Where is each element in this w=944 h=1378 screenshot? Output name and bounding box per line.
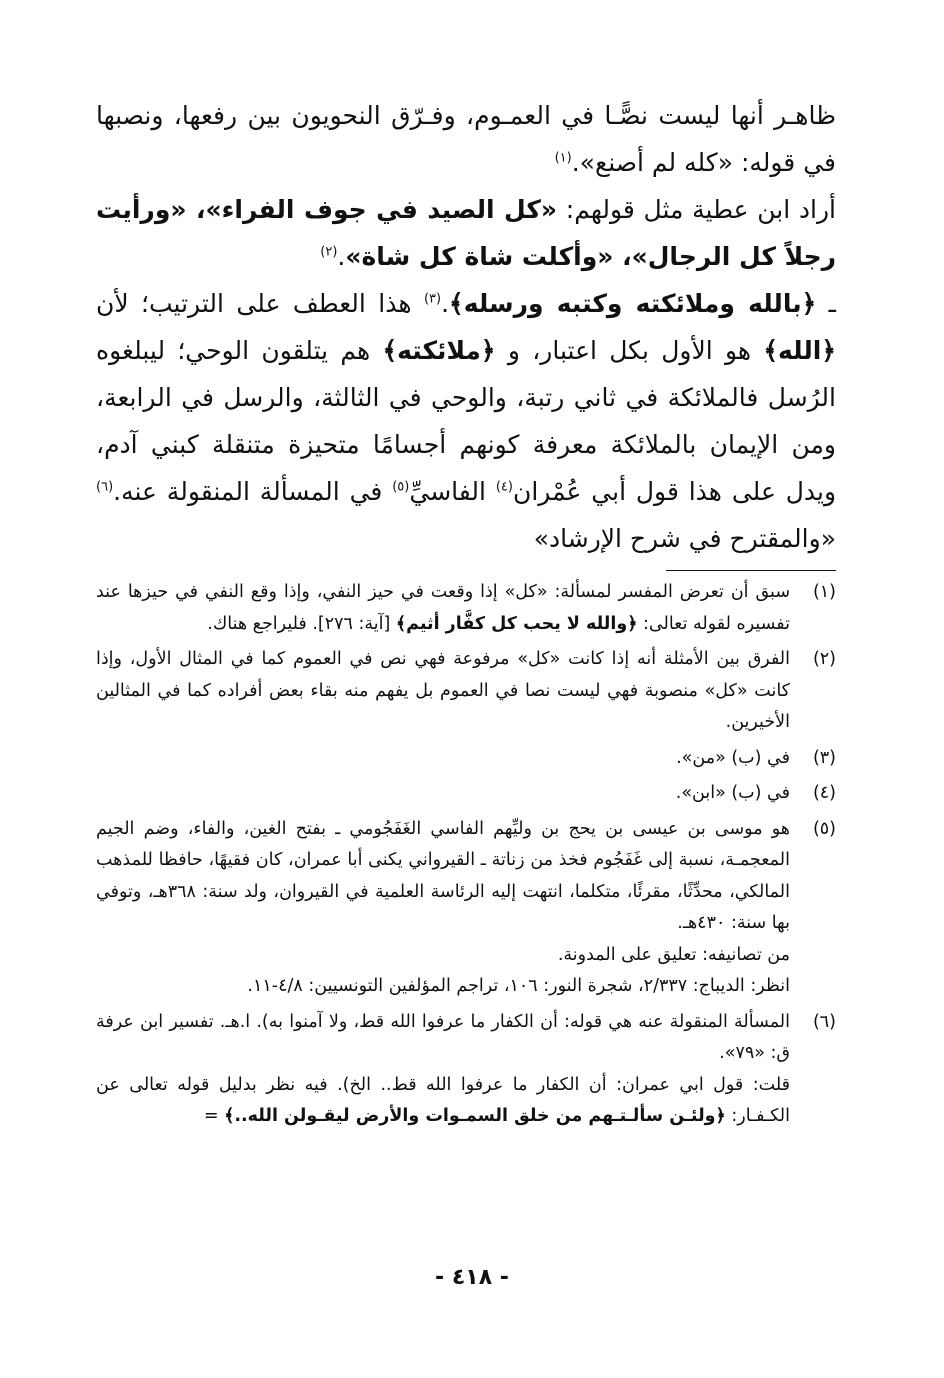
footnote-ref-5: (٥) [392,479,410,495]
main-text-span: «والمقترح في شرح الإرشاد» [533,524,836,553]
main-text-span: أراد ابن عطية مثل قولهم: [557,195,837,224]
quran-word: ﴿ملائكته﴾ [382,336,496,365]
footnote-paragraph: من تصانيفه: تعليق على المدونة. [557,944,790,965]
footnotes [96,577,836,1133]
footnote-separator [666,570,836,571]
main-text-span: هذا العطف على الترتيب؛ لأن [96,289,424,318]
footnote-number: (١) [812,582,836,602]
footnote-1 [96,577,836,640]
footnote-body [96,814,790,1003]
footnote-number: (٦) [812,1011,836,1032]
main-paragraph-1 [96,92,836,186]
main-text-span: الفاسيِّ [409,477,496,506]
footnote-paragraph: انظر: الديباج: ٢/٣٣٧، شجرة النور: ١٠٦، تراجم المؤلفين التونسيين: ٤/٨-١١. [247,976,790,996]
footnote-6 [96,1007,836,1133]
main-text [96,92,836,562]
main-text-span: هو الأول بكل اعتبار، و [495,336,764,365]
footnote-body: في (ب) «من». [676,747,790,768]
footnote-body [96,577,790,640]
footnote-number: (٥) [812,818,836,839]
footnote-text: سبق أن تعرض المفسر لمسألة: «كل» إذا وقعت في حيز النفي، وإذا وقع النفي في حيزها عند تفسيره لقوله تعالى: [96,582,790,634]
footnote-body [96,1007,790,1133]
main-text-span: . [441,289,450,318]
footnote-paragraph: هو موسى بن عيسى بن يحج بن وليِّهم الفاسي الغَفَجُومي ـ بفتح الغين، والفاء، وضم الجيم المعجمـة، نسبة إلى غَفَجُوم فخذ من زناتة ـ القيرواني يكنى أبا عمران، كان فقيهًا، حافظا للمذهب المالكي، محدِّثًا، مقرئًا، متكلما، انتهت إليه الرئاسة العلمية في القيروان، ولد سنة: ٣٦٨هـ، وتوفي بها سنة: ٤٣٠هـ. [96,818,790,933]
quran-quote: ﴿بالله وملائكته وكتبه ورسله﴾ [449,289,817,318]
footnote-3 [96,743,836,775]
footnote-body: الفرق بين الأمثلة أنه إذا كانت «كل» مرفوعة فهي نص في العموم كما في المثال الأول، وإذا كانت «كل» منصوبة فهي ليست نصا في العموم بل يفهم منه بقاء بعض أفراده كما في المثالين الأخيرين. [96,649,790,732]
footnote-5 [96,814,836,1003]
quran-quote: ﴿ولئـن سألـتـهم من خلق السمـوات والأرض ليقـولن الله..﴾ [224,1106,726,1126]
footnote-ref-2: (٢) [320,244,338,260]
page-number: - ٤١٨ - [435,1265,509,1290]
main-line-1: ظاهـر أنها ليست نصًّـا في العمـوم، وفـرّق النحويون بين رفعها، [173,101,836,130]
main-text-span: هم يتلقون الوحي؛ ليبلغوه الرُسل فالملائكة في ثاني رتبة، والوحي في الثالثة، والرسل في الرابعة، ومن الإيمان بالملائكة معرفة كونهم أجسامًا متحيزة متنقلة كبني آدم، ويدل على هذا قول أبي عُمْران [96,336,837,506]
footnote-paragraph: المسألة المنقولة عنه هي قوله: أن الكفار ما عرفوا الله قط، ولا آمنوا به). ا.هـ. تفسير ابن عرفة ق: «٧٩». [96,1011,790,1063]
main-line-2: ونصبها في قوله: «كله لم أصنع». [96,101,836,177]
quoted-examples: «كل الصيد في جوف الفراء»، «ورأيت رجلاً كل الرجال»، «وأكلت شاة كل شاة» [96,195,836,271]
footnote-ref-1: (١) [554,150,572,166]
footnote-ref-4: (٤) [495,479,513,495]
footnote-text: قلت: قول ابي عمران: أن الكفار ما عرفوا الله قط.. الخ). فيه نظر بدليل قوله تعالى عن الكـفـار: [96,1074,790,1126]
main-text-span: ـ [816,289,837,318]
footnote-number: (٢) [812,649,836,669]
footnote-4 [96,778,836,810]
footnote-body: في (ب) «ابن». [675,783,790,803]
main-text-span: . [337,242,346,271]
footnote-number: (٣) [812,747,836,768]
footnote-number: (٤) [812,783,836,803]
continuation-mark: = [203,1106,225,1126]
main-paragraph-3 [96,280,836,562]
quran-word: ﴿الله﴾ [763,336,836,365]
page-content [96,92,836,1137]
main-text-span: في المسألة المنقولة عنه. [113,477,393,506]
footnote-paragraph [96,1070,790,1133]
quran-quote: ﴿والله لا يحب كل كفَّار أثيم﴾ [395,613,638,634]
footnote-ref-6: (٦) [96,479,114,495]
footnote-ref-3: (٣) [423,291,442,307]
main-paragraph-2 [96,186,836,280]
footnote-text: [آية: ٢٧٦]. فليراجع هناك. [207,613,396,634]
footnote-2 [96,644,836,739]
